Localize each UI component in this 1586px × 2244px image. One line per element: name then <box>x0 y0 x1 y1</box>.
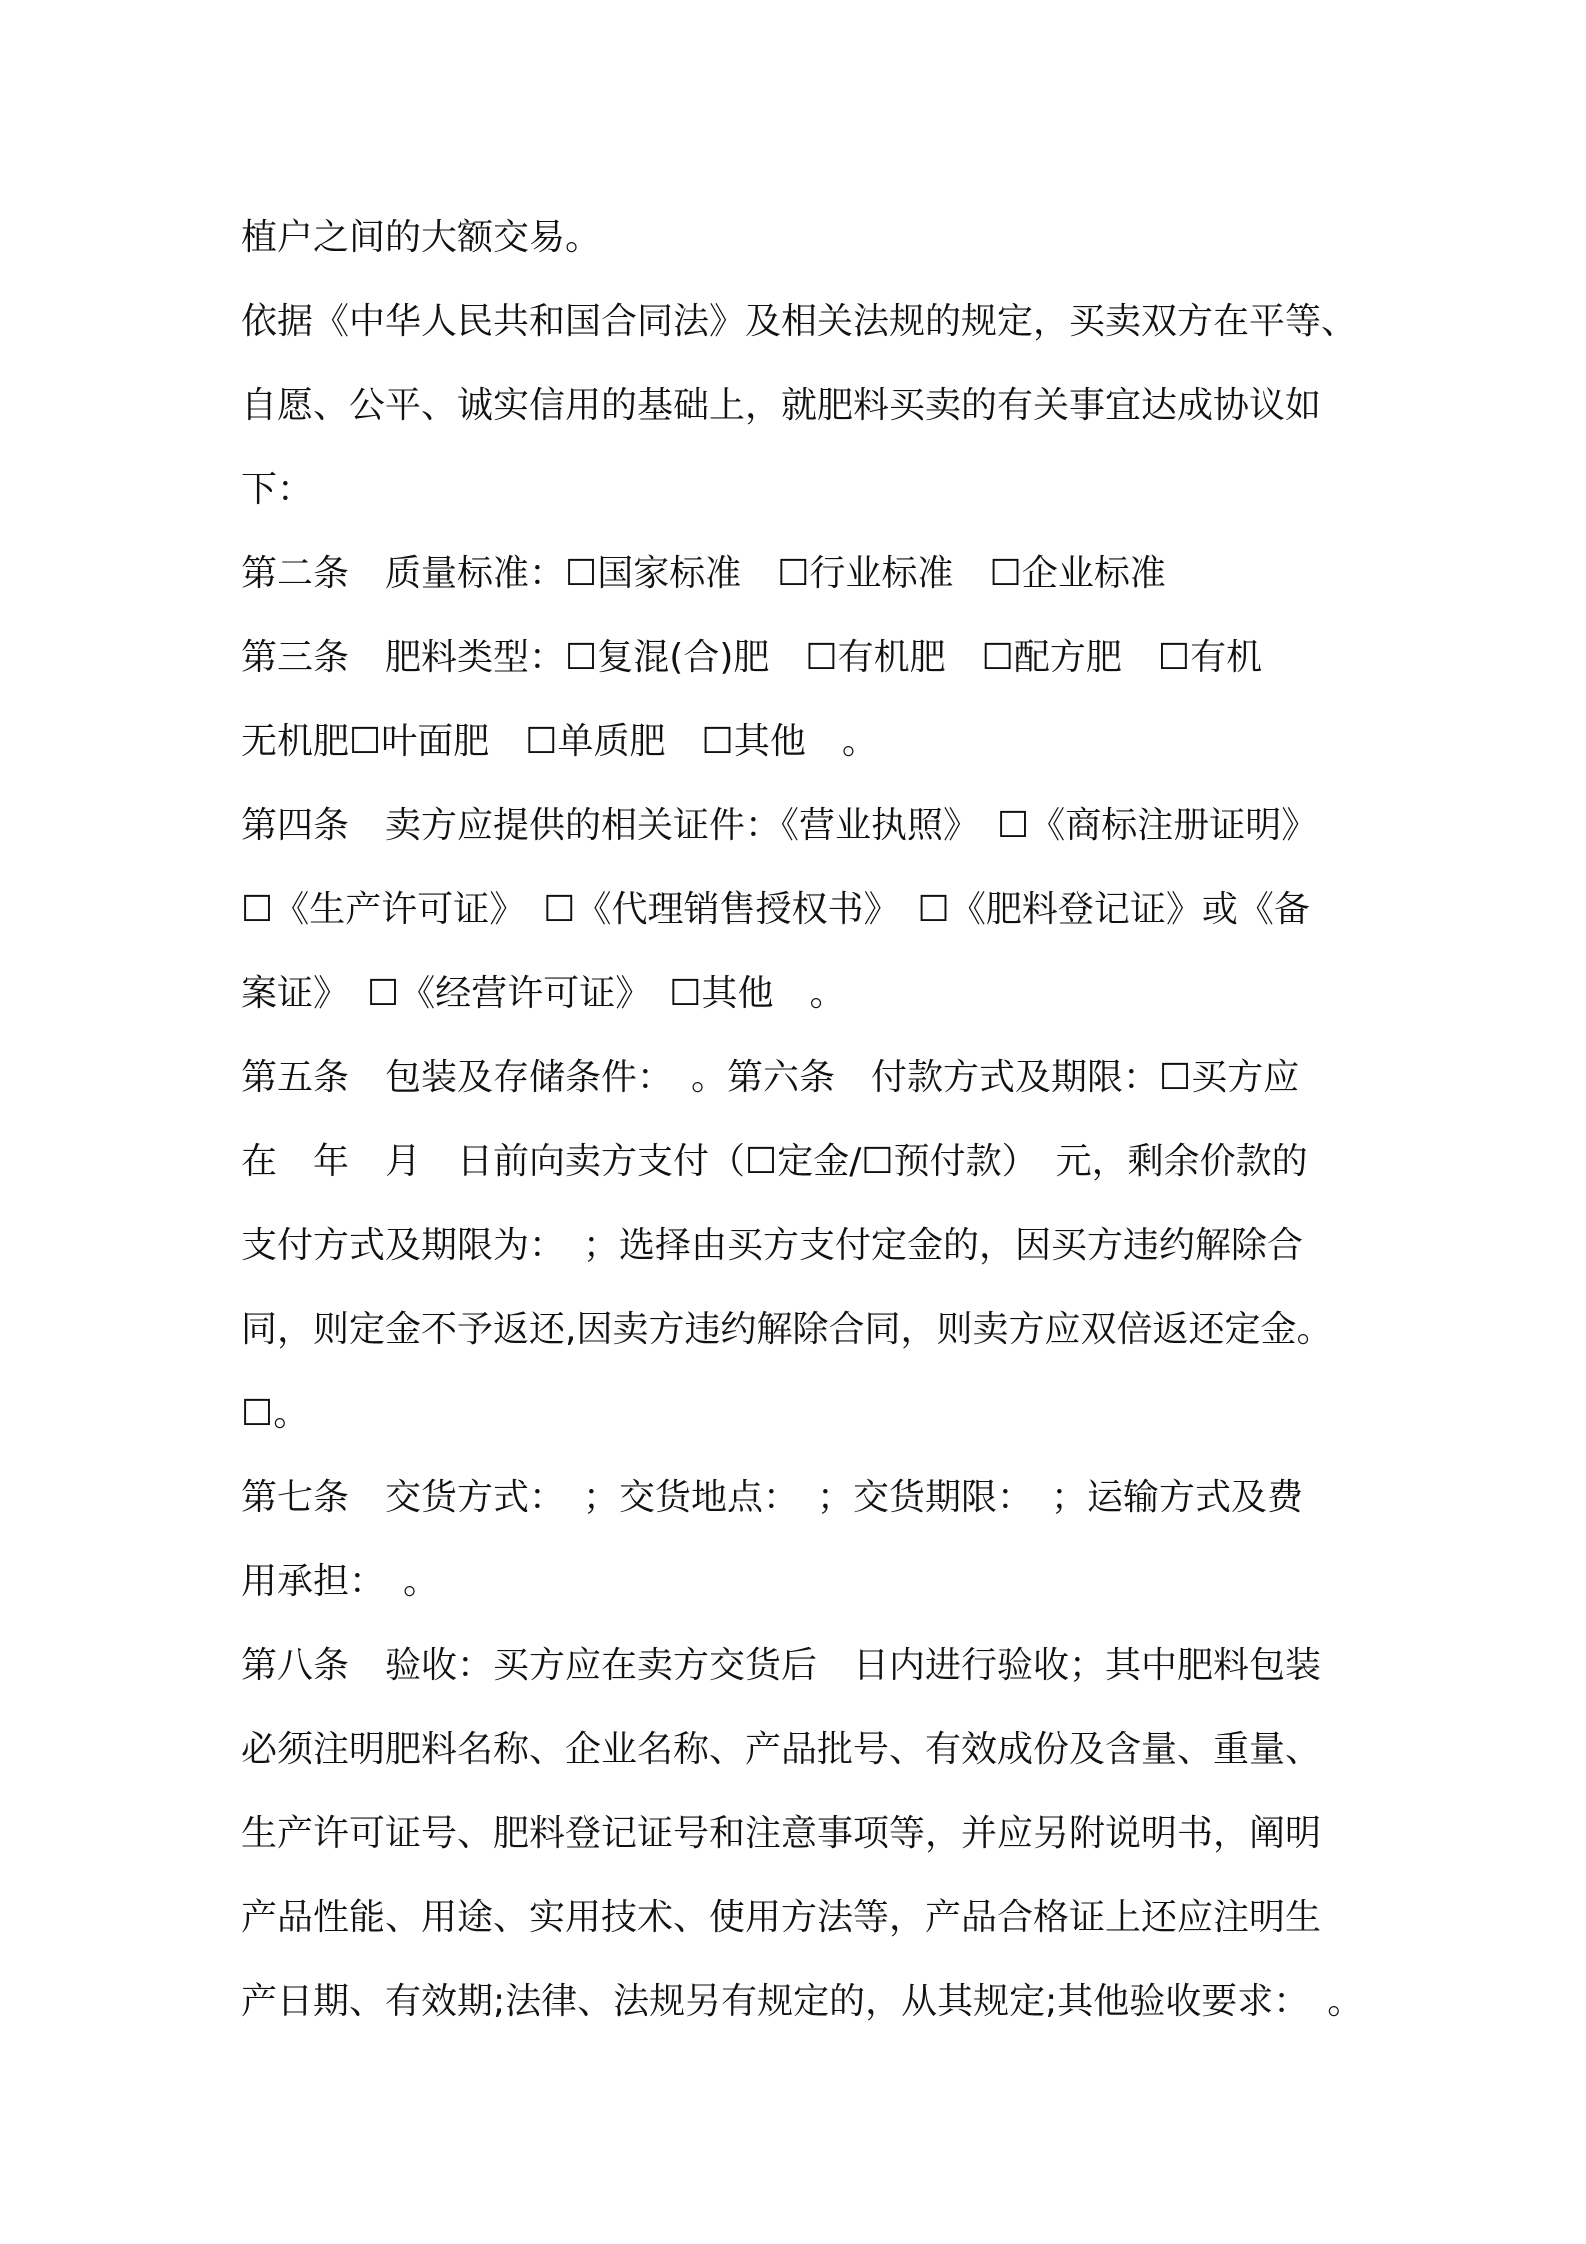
article-3-fertilizer-type: 第三条 肥料类型：☐复混(合)肥 ☐有机肥 ☐配方肥 ☐有机 <box>241 637 1263 678</box>
article-8-acceptance: 第八条 验收：买方应在卖方交货后 日内进行验收；其中肥料包装 <box>241 1645 1322 1686</box>
text-line: 产日期、有效期;法律、法规另有规定的，从其规定;其他验收要求： 。 <box>241 1981 1364 2022</box>
article-4-certificates: 第四条 卖方应提供的相关证件：《营业执照》 ☐《商标注册证明》 <box>241 805 1318 846</box>
text-line: 在 年 月 日前向卖方支付（☐定金/☐预付款） 元，剩余价款的 <box>241 1141 1308 1182</box>
text-line: 生产许可证号、肥料登记证号和注意事项等，并应另附说明书，阐明 <box>241 1813 1322 1854</box>
text-line: 产品性能、用途、实用技术、使用方法等，产品合格证上还应注明生 <box>241 1897 1322 1938</box>
text-line: 依据《中华人民共和国合同法》及相关法规的规定，买卖双方在平等、 <box>241 301 1358 342</box>
text-line: 自愿、公平、诚实信用的基础上，就肥料买卖的有关事宜达成协议如 <box>241 385 1322 426</box>
text-line: 植户之间的大额交易。 <box>241 217 602 258</box>
text-line: 用承担： 。 <box>241 1561 440 1602</box>
text-line: 案证》 ☐《经营许可证》 ☐其他 。 <box>241 973 846 1014</box>
text-line: 下： <box>241 469 314 510</box>
text-line: ☐。 <box>241 1393 310 1434</box>
text-line: 同，则定金不予返还,因卖方违约解除合同，则卖方应双倍返还定金。 <box>241 1309 1333 1350</box>
text-line: ☐《生产许可证》 ☐《代理销售授权书》 ☐《肥料登记证》或《备 <box>241 889 1310 930</box>
contract-body-text <box>241 196 1381 2044</box>
article-7-delivery: 第七条 交货方式： ；交货地点： ；交货期限： ；运输方式及费 <box>241 1477 1304 1518</box>
text-line: 必须注明肥料名称、企业名称、产品批号、有效成份及含量、重量、 <box>241 1729 1322 1770</box>
article-5-6-packaging-payment: 第五条 包装及存储条件： 。第六条 付款方式及期限：☐买方应 <box>241 1057 1300 1098</box>
text-line: 无机肥☐叶面肥 ☐单质肥 ☐其他 。 <box>241 721 878 762</box>
text-line: 支付方式及期限为： ；选择由买方支付定金的，因买方违约解除合 <box>241 1225 1304 1266</box>
article-2-quality-standard: 第二条 质量标准：☐国家标准 ☐行业标准 ☐企业标准 <box>241 553 1166 594</box>
